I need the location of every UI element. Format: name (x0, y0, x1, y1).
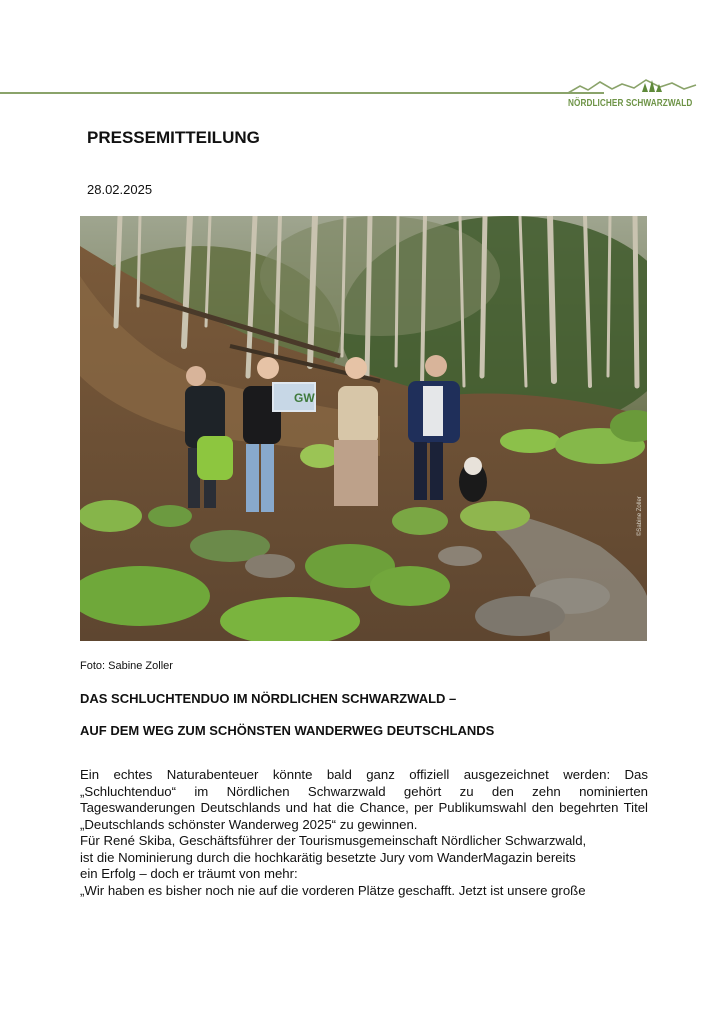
paragraph-1: Ein echtes Naturabenteuer könnte bald ganz offiziell ausgezeichnet werden: Das „Schluchtenduo“ im Nördlichen Schwarzwald gehört zu den zehn nominierten Tageswanderungen Deutschlands und hat die Chance, per Publikumswahl den begehrten Titel „Deutschlands schönster Wanderweg 2025“ zu gewinnen. (80, 767, 648, 832)
release-date: 28.02.2025 (87, 182, 153, 197)
header-rule (0, 92, 604, 94)
headline-1: DAS SCHLUCHTENDUO IM NÖRDLICHEN SCHWARZWALD – (80, 691, 457, 706)
forest-photo (80, 216, 647, 641)
page-title: PRESSEMITTEILUNG (87, 128, 260, 147)
photo-watermark: ©Sabine Zoller (637, 496, 643, 536)
headline-2: AUF DEM WEG ZUM SCHÖNSTEN WANDERWEG DEUTSCHLANDS (80, 723, 495, 738)
paragraph-2-line: „Wir haben es bisher noch nie auf die vorderen Plätze geschafft. Jetzt ist unsere große (80, 882, 586, 898)
paragraph-2-line: Für René Skiba, Geschäftsführer der Tourismusgemeinschaft Nördlicher Schwarzwald, (80, 833, 587, 848)
paragraph-2-line: ein Erfolg – doch er träumt von mehr: (80, 866, 298, 881)
paragraph-2-line: ist die Nominierung durch die hochkarätig besetzte Jury vom WanderMagazin bereits (80, 849, 576, 865)
photo-caption: Foto: Sabine Zoller (80, 660, 173, 672)
trail-sign-text: GW (294, 391, 315, 405)
mountain-logo-icon (566, 74, 700, 96)
logo-text: NÖRDLICHER SCHWARZWALD (568, 98, 693, 109)
logo (566, 74, 700, 114)
article-body (80, 767, 648, 899)
